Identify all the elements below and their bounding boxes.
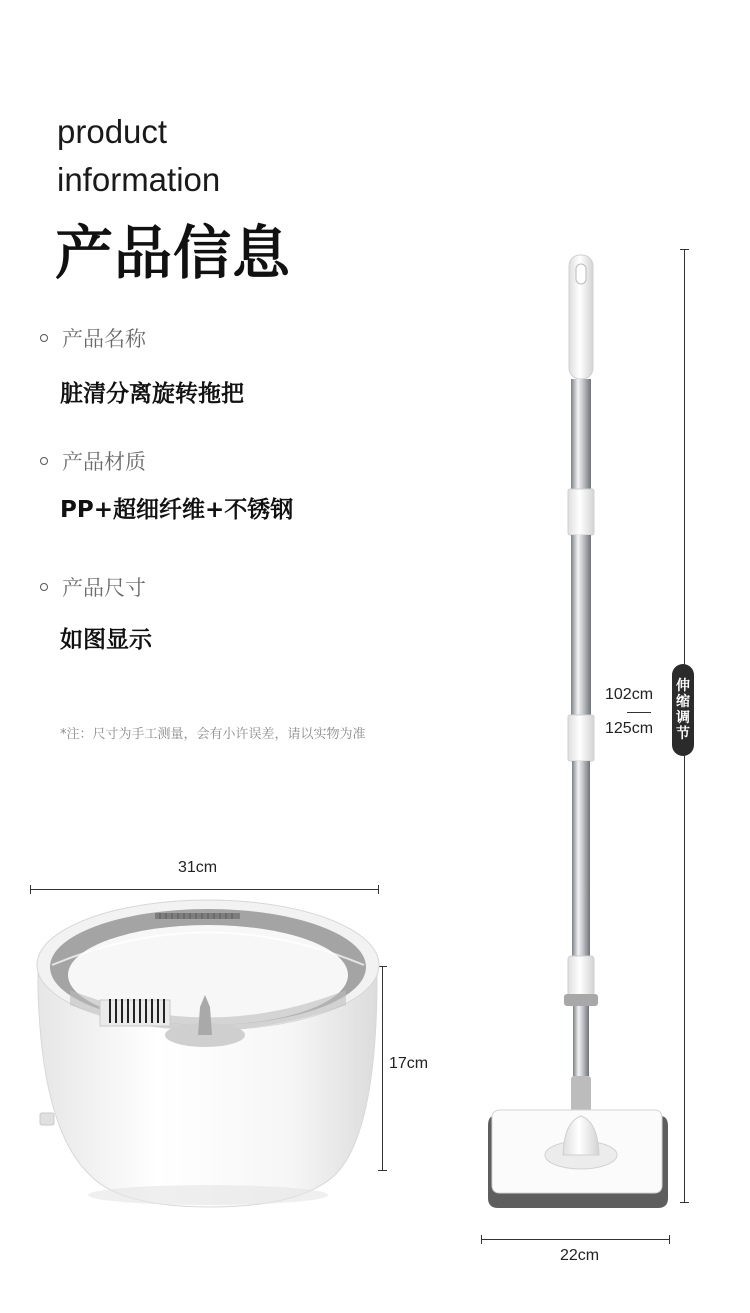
dim-tick bbox=[680, 249, 689, 250]
spec-value: PP+超细纤维+不锈钢 bbox=[60, 497, 294, 523]
mop-width-label: 22cm bbox=[560, 1247, 600, 1264]
badge-char: 缩 bbox=[676, 694, 690, 710]
dim-tick bbox=[378, 885, 379, 894]
bucket-illustration bbox=[30, 895, 385, 1220]
bucket-height-label: 17cm bbox=[389, 1055, 429, 1072]
bucket-width-label: 31cm bbox=[178, 859, 218, 876]
spec-label: 产品尺寸 bbox=[62, 576, 146, 600]
bucket-width-line bbox=[30, 889, 379, 890]
spec-value: 脏清分离旋转拖把 bbox=[60, 381, 244, 407]
handle-min-label: 102cm bbox=[605, 686, 654, 703]
spec-label: 产品名称 bbox=[62, 327, 146, 351]
dim-tick bbox=[30, 885, 31, 894]
bullet-icon bbox=[40, 334, 48, 342]
dim-tick bbox=[669, 1235, 670, 1244]
mop-width-line bbox=[481, 1239, 670, 1240]
title-chinese: 产品信息 bbox=[55, 219, 292, 287]
measurement-note: *注：尺寸为手工测量，会有小许误差，请以实物为准 bbox=[60, 727, 366, 742]
spec-value: 如图显示 bbox=[60, 627, 152, 653]
bullet-icon bbox=[40, 457, 48, 465]
spec-item-material bbox=[40, 446, 146, 476]
title-english-line2: information bbox=[57, 161, 221, 198]
bullet-icon bbox=[40, 583, 48, 591]
adjustable-badge bbox=[672, 664, 694, 756]
spec-label: 产品材质 bbox=[62, 450, 146, 474]
mop-illustration bbox=[480, 250, 675, 1220]
spec-item-name bbox=[40, 323, 146, 353]
spec-item-size bbox=[40, 572, 146, 602]
dim-tick bbox=[481, 1235, 482, 1244]
handle-max-label: 125cm bbox=[605, 720, 654, 737]
title-english-line1: product bbox=[57, 113, 168, 150]
title-english bbox=[57, 108, 220, 204]
dim-tick bbox=[680, 1202, 689, 1203]
badge-char: 伸 bbox=[676, 678, 690, 694]
badge-char: 调 bbox=[676, 710, 690, 726]
badge-char: 节 bbox=[676, 726, 690, 742]
